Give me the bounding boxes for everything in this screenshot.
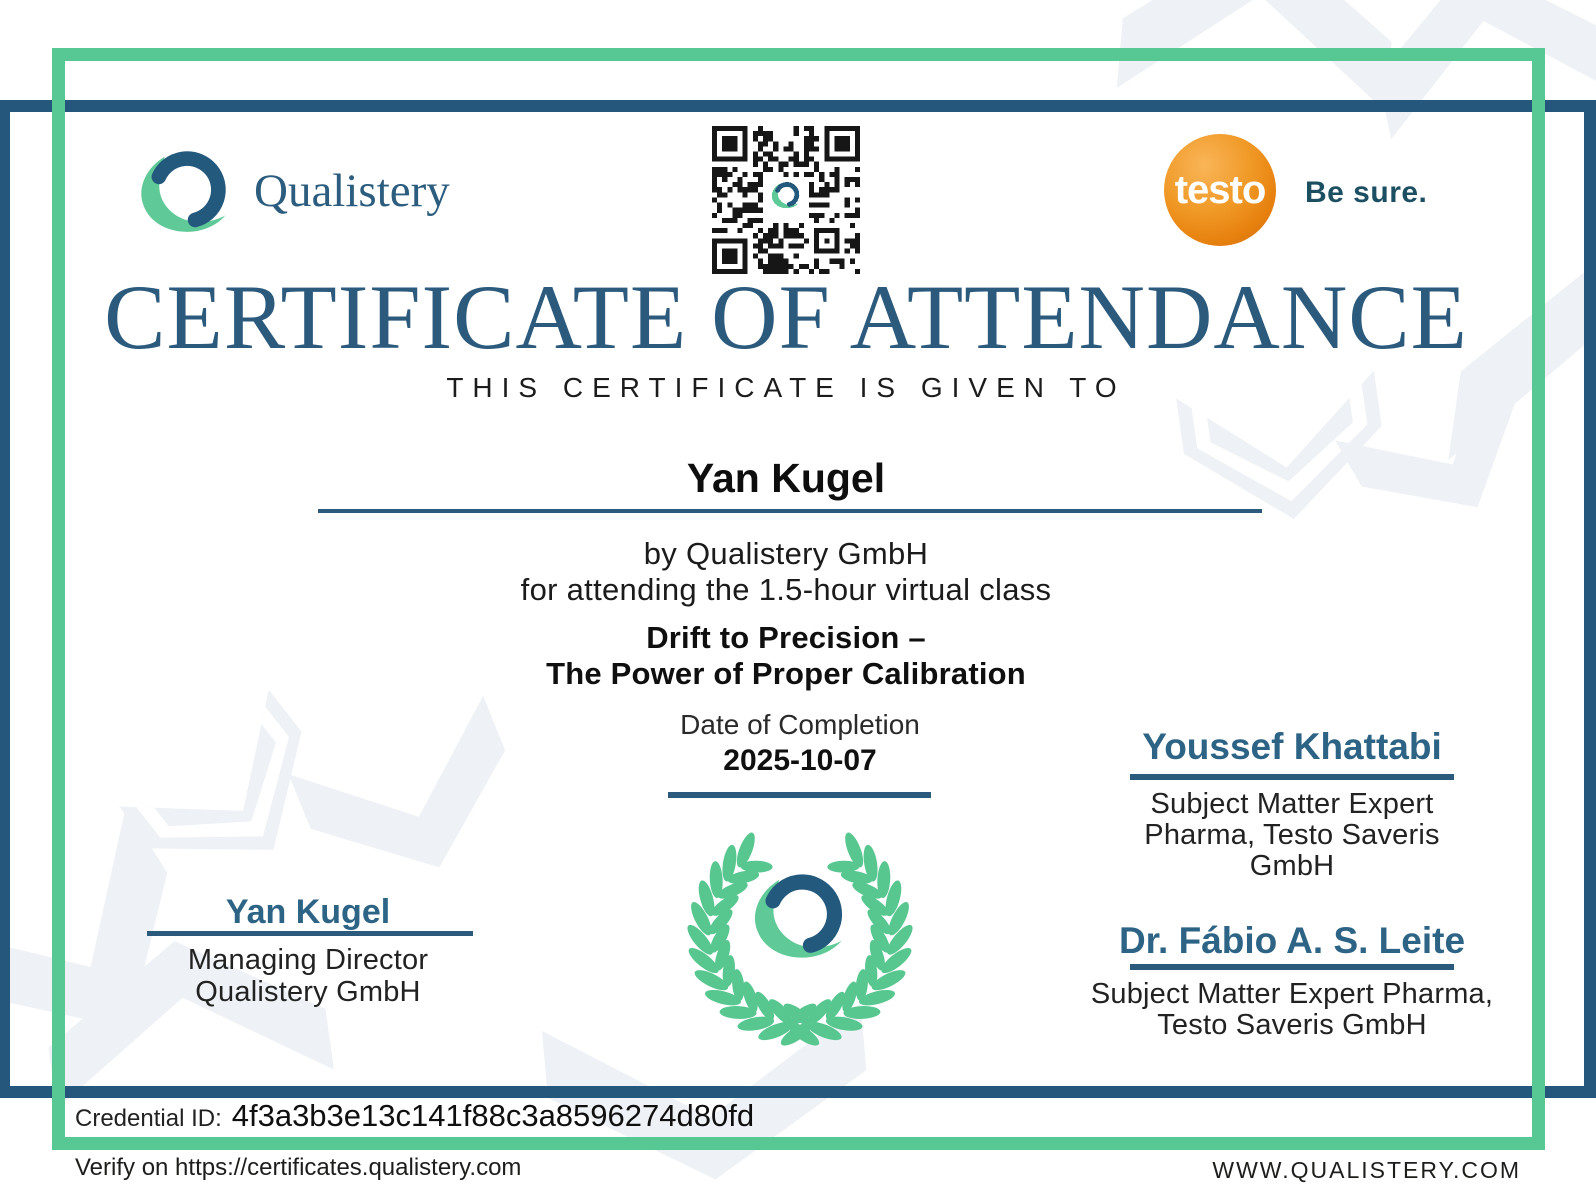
- course-title-line: The Power of Proper Calibration: [546, 656, 1026, 691]
- testo-tagline: Be sure.: [1305, 176, 1428, 209]
- signature-right-top-role-line: Subject Matter Expert: [1150, 788, 1434, 820]
- completion-date: 2025-10-07: [723, 744, 877, 777]
- website-url: WWW.QUALISTERY.COM: [1212, 1157, 1521, 1183]
- verify-url: Verify on https://certificates.qualistery.com: [75, 1154, 522, 1181]
- issuer-line: for attending the 1.5-hour virtual class: [520, 572, 1052, 607]
- testo-logo-text: testo: [1174, 167, 1266, 212]
- signature-right-top-role-line: GmbH: [1249, 850, 1335, 882]
- border-frame-green: [52, 48, 1545, 1150]
- issuer-line: by Qualistery GmbH: [643, 536, 929, 571]
- signature-left-name: Yan Kugel: [225, 893, 391, 931]
- signature-left-role-line: Managing Director: [187, 944, 429, 976]
- course-title-line: Drift to Precision –: [646, 620, 926, 655]
- certificate-subtitle: THIS CERTIFICATE IS GIVEN TO: [446, 372, 1126, 403]
- credential-id-label: Credential ID:: [75, 1105, 222, 1132]
- credential-row: [75, 1098, 754, 1134]
- qualistery-wordmark: Qualistery: [254, 165, 450, 217]
- credential-id-value: 4f3a3b3e13c141f88c3a8596274d80fd: [231, 1098, 755, 1133]
- signature-right-bottom-role-line: Testo Saveris GmbH: [1157, 1009, 1427, 1041]
- signature-right-top-role-line: Pharma, Testo Saveris: [1144, 819, 1440, 851]
- signature-right-bottom-role-line: Subject Matter Expert Pharma,: [1090, 978, 1494, 1010]
- recipient-name: Yan Kugel: [686, 455, 886, 501]
- certificate-title: CERTIFICATE OF ATTENDANCE: [104, 266, 1468, 368]
- signature-right-top-name: Youssef Khattabi: [1142, 726, 1442, 767]
- completion-date-label: Date of Completion: [680, 709, 920, 740]
- signature-left-role-line: Qualistery GmbH: [195, 976, 421, 1008]
- signature-right-bottom-name: Dr. Fábio A. S. Leite: [1118, 920, 1466, 961]
